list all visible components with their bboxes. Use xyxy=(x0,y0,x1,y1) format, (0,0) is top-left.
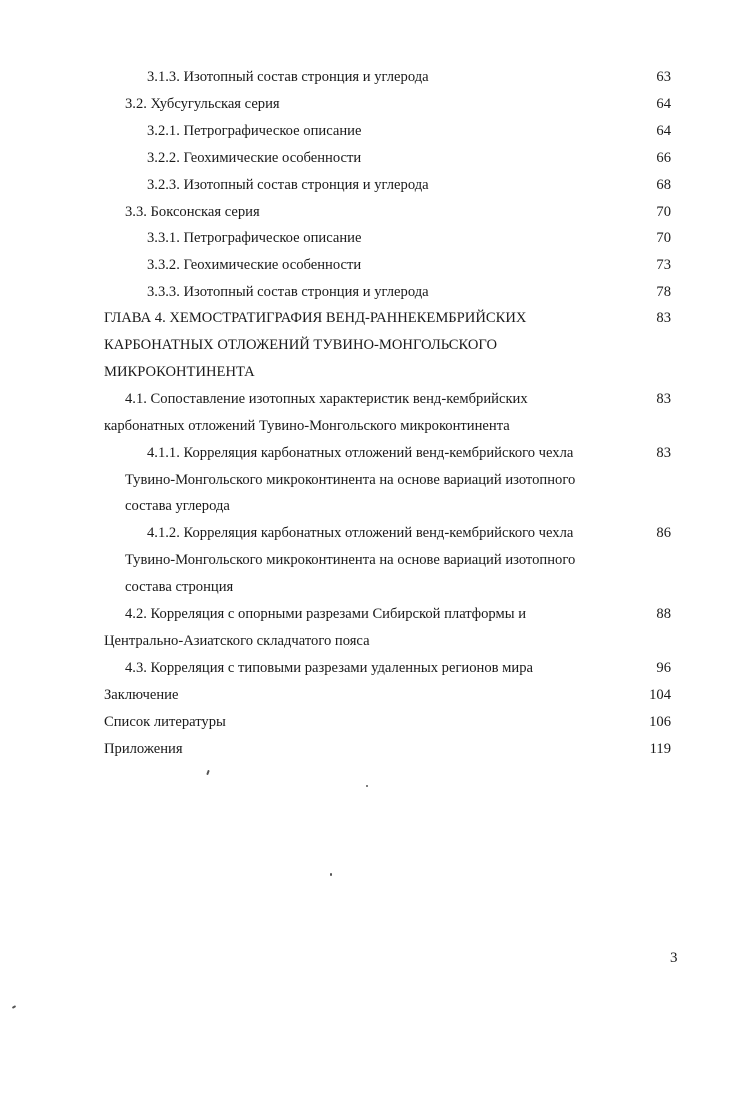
toc-entry-page: 83 xyxy=(656,310,671,326)
toc-entry-title: 3.1.3. Изотопный состав стронция и углерода xyxy=(147,69,429,85)
toc-entry-title: 3.3.3. Изотопный состав стронция и углерода xyxy=(147,284,429,300)
toc-entry-title: Заключение xyxy=(104,687,179,703)
toc-entry-title-line: 4.2. Корреляция с опорными разрезами Сибирской платформы и xyxy=(125,606,527,622)
toc-entry-title-line: 4.1.2. Корреляция карбонатных отложений венд-кембрийского чехла xyxy=(147,525,574,541)
toc-entry-title: 3.3.2. Геохимические особенности xyxy=(147,257,362,273)
toc-entry-title-line: Тувино-Монгольского микроконтинента на основе вариаций изотопного xyxy=(125,552,576,568)
toc-entry-title: Приложения xyxy=(104,741,183,757)
toc-entry-title-line: состава углерода xyxy=(125,498,230,514)
toc-entry-page: 83 xyxy=(656,391,671,407)
toc-entry-page: 88 xyxy=(656,606,671,622)
toc-entry-title: 4.3. Корреляция с типовыми разрезами удаленных регионов мира xyxy=(125,660,533,676)
toc-entry-title-line: Центрально-Азиатского складчатого пояса xyxy=(104,633,370,649)
toc-entry-title-line: карбонатных отложений Тувино-Монгольского микроконтинента xyxy=(104,418,510,434)
page-number: 3 xyxy=(670,950,678,966)
scan-speck xyxy=(12,1005,16,1009)
toc-entry-page: 83 xyxy=(656,445,671,461)
toc-entry-title: Список литературы xyxy=(104,714,226,730)
toc-entry-page: 104 xyxy=(649,687,671,703)
toc-entry-title-line: состава стронция xyxy=(125,579,234,595)
toc-entry-title-line: ГЛАВА 4. ХЕМОСТРАТИГРАФИЯ ВЕНД-РАННЕКЕМБРИЙСКИХ xyxy=(104,310,527,326)
scan-speck xyxy=(366,785,368,787)
toc-entry-page: 119 xyxy=(649,741,671,757)
toc-entry-title-line: КАРБОНАТНЫХ ОТЛОЖЕНИЙ ТУВИНО-МОНГОЛЬСКОГО xyxy=(104,337,497,353)
toc-entry-page: 64 xyxy=(656,123,671,139)
toc-entry-title: 3.2. Хубсугульская серия xyxy=(125,96,280,112)
toc-entry-title: 3.2.3. Изотопный состав стронция и углерода xyxy=(147,177,429,193)
toc-entry-title-line: МИКРОКОНТИНЕНТА xyxy=(104,364,255,380)
toc-entry-title: 3.3. Боксонская серия xyxy=(125,204,260,220)
scan-speck xyxy=(206,770,210,775)
toc-entry-page: 68 xyxy=(656,177,671,193)
toc-entry-page: 96 xyxy=(656,660,671,676)
toc-entry-page: 78 xyxy=(656,284,671,300)
toc-entry-title-line: 4.1. Сопоставление изотопных характеристик венд-кембрийских xyxy=(125,391,528,407)
toc-entry-page: 66 xyxy=(656,150,671,166)
toc-entry-title: 3.2.1. Петрографическое описание xyxy=(147,123,362,139)
toc-entry-page: 70 xyxy=(656,230,671,246)
toc-entry-page: 86 xyxy=(656,525,671,541)
toc-entry-page: 64 xyxy=(656,96,671,112)
toc-entry-page: 70 xyxy=(656,204,671,220)
toc-entry-title: 3.3.1. Петрографическое описание xyxy=(147,230,362,246)
toc-entry-page: 106 xyxy=(649,714,671,730)
toc-entry-title-line: Тувино-Монгольского микроконтинента на основе вариаций изотопного xyxy=(125,472,576,488)
toc-entry-page: 63 xyxy=(656,69,671,85)
toc-entry-page: 73 xyxy=(656,257,671,273)
toc-entry-title: 3.2.2. Геохимические особенности xyxy=(147,150,362,166)
toc-entry-title-line: 4.1.1. Корреляция карбонатных отложений венд-кембрийского чехла xyxy=(147,445,574,461)
scan-speck xyxy=(330,873,332,876)
